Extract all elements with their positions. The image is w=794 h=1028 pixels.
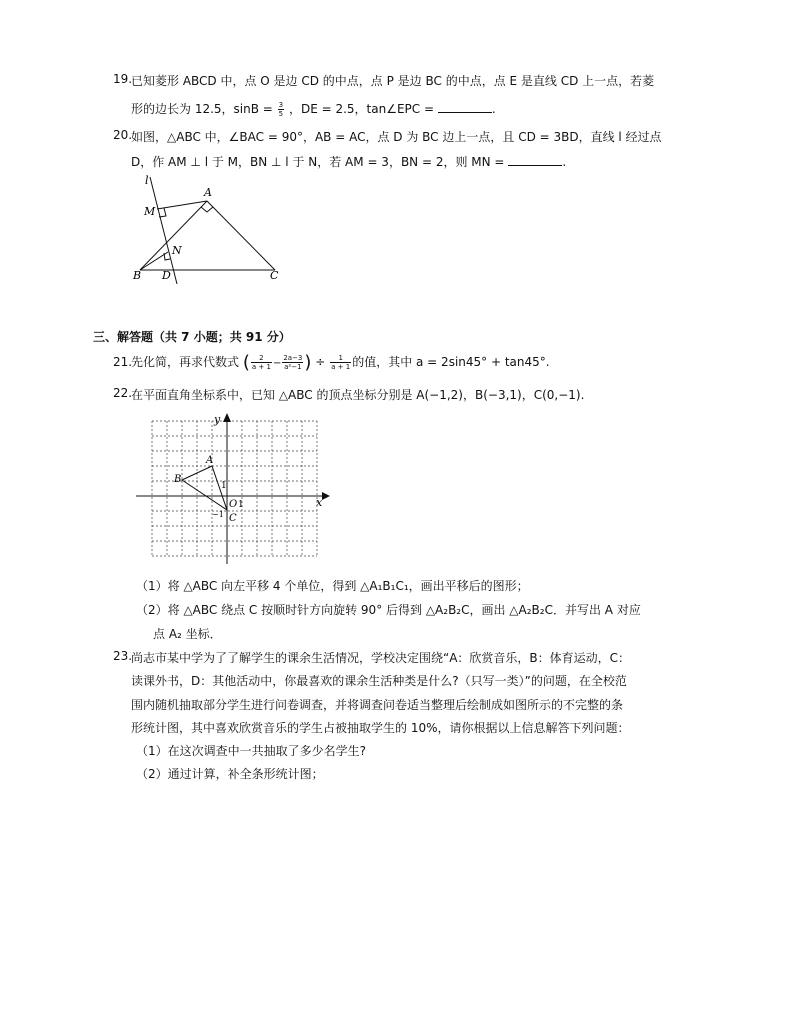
label-N: N	[172, 244, 182, 257]
grid-lines	[152, 421, 317, 556]
grid-label-A: A	[206, 455, 214, 466]
label-l: l	[145, 174, 149, 187]
grid-label-one-y: 1	[221, 481, 227, 491]
q21-f1-num: 2	[251, 354, 272, 363]
q20-line2-end: .	[562, 155, 567, 169]
q20-number: 20.	[113, 128, 133, 142]
q22-line1: 在平面直角坐标系中，已知 △ABC 的顶点坐标分别是 A(−1,2)，B(−3,1)，C(0,−1).	[131, 388, 585, 402]
q19-line2-end: .	[491, 102, 496, 116]
q23-sub2: （2）通过计算，补全条形统计图；	[136, 767, 324, 781]
q22-sub2-line1: （2）将 △ABC 绕点 C 按顺时针方向旋转 90° 后得到 △A₂B₂C，画出 △A₂B₂C．并写出 A 对应	[136, 603, 641, 617]
q21-close-paren: )	[304, 352, 312, 373]
q23-line1: 尚志市某中学为了了解学生的课余生活情况，学校决定围绕“A：欣赏音乐，B：体育运动，C：	[131, 651, 631, 665]
q20-answer-blank	[508, 153, 562, 166]
q19-number: 19.	[113, 72, 133, 86]
q20-line2	[131, 153, 566, 170]
grid-label-y: y	[214, 413, 221, 426]
q22-sub1: （1）将 △ABC 向左平移 4 个单位，得到 △A₁B₁C₁，画出平移后的图形；	[136, 579, 529, 593]
segment-AM	[157, 201, 207, 209]
q21-line	[131, 352, 550, 373]
q21-divide: ÷	[315, 355, 326, 369]
q21-f2-den: a²−1	[284, 363, 302, 371]
grid-label-one-x: 1	[238, 500, 244, 510]
q21-fraction-3	[330, 354, 351, 371]
segment-AC	[207, 201, 275, 270]
label-A: A	[204, 186, 212, 199]
q21-f2-num: 2a−3	[283, 354, 303, 362]
x-axis-arrow-icon	[322, 492, 330, 500]
q21-text-b: 的值，其中 a = 2sin45° + tan45°.	[352, 355, 550, 369]
q21-minus: −	[272, 358, 282, 369]
q23-line2: 读课外书，D：其他活动中，你最喜欢的课余生活种类是什么?（只写一类）”的问题，在全校范	[131, 674, 627, 688]
grid-label-O: O	[229, 499, 238, 510]
q21-f3-den: a + 1	[331, 363, 351, 371]
q20-line2-text: D，作 AM ⊥ l 于 M，BN ⊥ l 于 N，若 AM = 3，BN = 2，则 MN =	[131, 155, 505, 169]
y-axis-arrow-icon	[223, 413, 231, 422]
line-l	[150, 177, 177, 284]
q22-number: 22.	[113, 386, 133, 400]
label-C: C	[270, 269, 279, 282]
sinB-fraction	[278, 101, 284, 118]
q23-line4: 形统计图，其中喜欢欣赏音乐的学生占被抽取学生的 10%，请你根据以上信息解答下列问题：	[131, 721, 630, 735]
q19-line2-a: 形的边长为 12.5，sinB =	[131, 102, 273, 116]
q21-f1-den: a + 1	[251, 363, 271, 371]
label-D: D	[162, 269, 171, 282]
q23-line3: 围内随机抽取部分学生进行问卷调查，并将调查问卷适当整理后绘制成如图所示的不完整的条	[131, 698, 624, 712]
grid-label-x: x	[316, 496, 323, 509]
q21-open-paren: (	[242, 352, 250, 373]
q19-line2-b: ，DE = 2.5，tan∠EPC =	[288, 102, 435, 116]
q21-fraction-1	[251, 354, 272, 371]
section3-title: 三、解答题（共 7 小题；共 91 分）	[93, 330, 291, 344]
grid-label-B: B	[174, 474, 182, 485]
grid-label-neg1: −1	[212, 510, 224, 519]
sinB-denominator: 5	[278, 110, 284, 118]
q21-fraction-2	[282, 354, 303, 371]
grid-label-C: C	[229, 513, 237, 524]
q21-text-a: 先化简，再求代数式	[131, 355, 240, 369]
q21-number: 21.	[113, 355, 133, 369]
label-B: B	[133, 269, 142, 282]
sinB-numerator: 3	[278, 101, 284, 109]
q21-f3-num: 1	[330, 354, 351, 363]
label-M: M	[144, 205, 156, 218]
q19-line2	[131, 100, 496, 118]
q22-sub2-line2: 点 A₂ 坐标．	[153, 627, 222, 641]
q20-figure	[130, 172, 290, 287]
q19-line1: 已知菱形 ABCD 中，点 O 是边 CD 的中点，点 P 是边 BC 的中点，点 E 是直线 CD 上一点，若菱	[131, 74, 655, 88]
q22-grid-figure	[136, 408, 330, 566]
q19-answer-blank	[438, 100, 492, 113]
right-angle-A	[201, 207, 213, 212]
q23-sub1: （1）在这次调查中一共抽取了多少名学生?	[136, 744, 367, 758]
q20-line1: 如图，△ABC 中，∠BAC = 90°，AB = AC，点 D 为 BC 边上一点，且 CD = 3BD，直线 l 经过点	[131, 130, 662, 144]
q23-number: 23.	[113, 649, 133, 663]
